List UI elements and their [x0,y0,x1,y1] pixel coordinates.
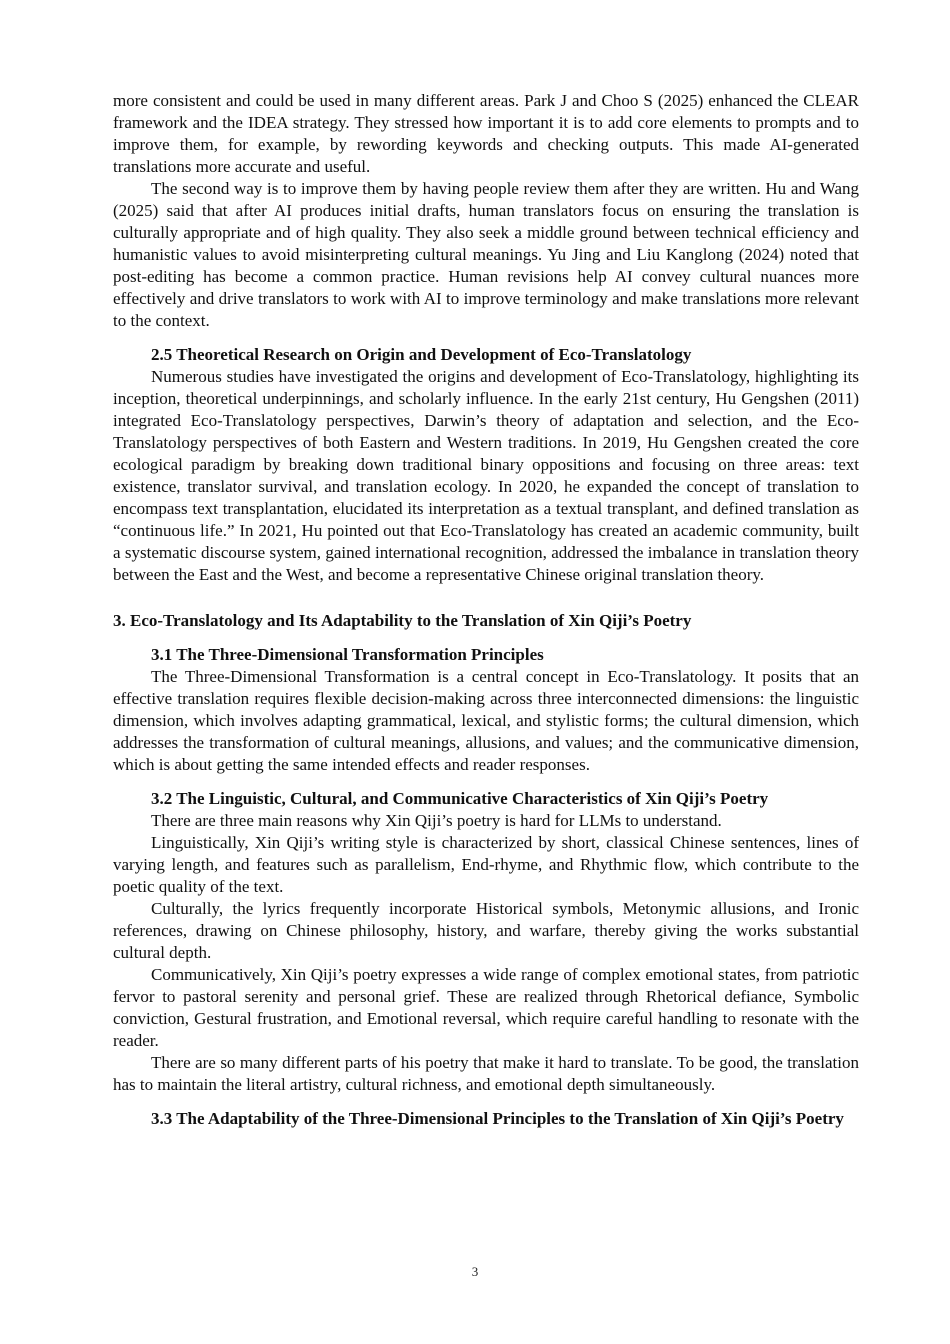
section-heading-3: 3. Eco-Translatology and Its Adaptability to the Translation of Xin Qiji’s Poetry [113,611,692,630]
paragraph: Communicatively, Xin Qiji’s poetry expresses a wide range of complex emotional states, from patriotic fervor to pastoral serenity and personal grief. These are realized through Rhetorical defiance, Symbolic conviction, Gestural frustration, and Emotional reversal, which require careful handling to resonate with the reader. [113,965,859,1050]
paragraph: There are three main reasons why Xin Qiji’s poetry is hard for LLMs to understand. [151,811,722,830]
paragraph: The Three-Dimensional Transformation is a central concept in Eco-Translatology. It posits that an effective translation requires flexible decision-making across three interconnected dimensions: the linguistic dimension, which involves adapting grammatical, lexical, and stylistic forms; the cultural dimension, which addresses the transformation of cultural meanings, allusions, and values; and the communicative dimension, which is about getting the same intended effects and reader responses. [113,667,859,774]
paragraph: Linguistically, Xin Qiji’s writing style is characterized by short, classical Chinese sentences, lines of varying length, and features such as parallelism, End-rhyme, and Rhythmic flow, which contribute to the poetic quality of the text. [113,833,859,896]
subsection-heading-3-3: 3.3 The Adaptability of the Three-Dimensional Principles to the Translation of Xin Qiji’s Poetry [151,1109,844,1128]
paragraph: The second way is to improve them by having people review them after they are written. Hu and Wang (2025) said that after AI produces initial drafts, human translators focus on ensuring the translation is culturally appropriate and of high quality. They also seek a middle ground between technical efficiency and humanistic values to avoid misinterpreting cultural meanings. Yu Jing and Liu Kanglong (2024) noted that post-editing has become a common practice. Human revisions help AI convey cultural nuances more effectively and drive translators to work with AI to improve terminology and make translations more relevant to the context. [113,179,859,330]
paragraph: There are so many different parts of his poetry that make it hard to translate. To be good, the translation has to maintain the literal artistry, cultural richness, and emotional depth simultaneously. [113,1053,859,1094]
page-body [113,90,859,1130]
subsection-heading-2-5: 2.5 Theoretical Research on Origin and Development of Eco-Translatology [151,345,692,364]
page-number: 3 [471,1264,479,1279]
paragraph: Numerous studies have investigated the origins and development of Eco-Translatology, highlighting its inception, theoretical underpinnings, and scholarly influence. In the early 21st century, Hu Gengshen (2011) integrated Eco-Translatology perspectives, Darwin’s theory of adaptation and selection, and the Eco-Translatology perspectives of both Eastern and Western traditions. In 2019, Hu Gengshen created the core ecological paradigm by breaking down traditional binary oppositions and focusing on three areas: text existence, translator survival, and translation ecology. In 2020, he expanded the concept of translation to encompass text transplantation, elucidated its interpretation as a textual transplant, and defined translation as “continuous life.” In 2021, Hu pointed out that Eco-Translatology has created an academic community, built a systematic discourse system, gained international recognition, addressed the imbalance in translation theory between the East and the West, and become a representative Chinese original translation theory. [113,367,859,584]
subsection-heading-3-2: 3.2 The Linguistic, Cultural, and Communicative Characteristics of Xin Qiji’s Poetry [151,789,769,808]
subsection-heading-3-1: 3.1 The Three-Dimensional Transformation Principles [151,645,544,664]
paragraph: more consistent and could be used in many different areas. Park J and Choo S (2025) enhanced the CLEAR framework and the IDEA strategy. They stressed how important it is to add core elements to prompts and to improve them, for example, by rewording keywords and checking outputs. This made AI-generated translations more accurate and useful. [113,91,859,176]
paragraph: Culturally, the lyrics frequently incorporate Historical symbols, Metonymic allusions, and Ironic references, drawing on Chinese philosophy, history, and warfare, thereby giving the works substantial cultural depth. [113,899,859,962]
